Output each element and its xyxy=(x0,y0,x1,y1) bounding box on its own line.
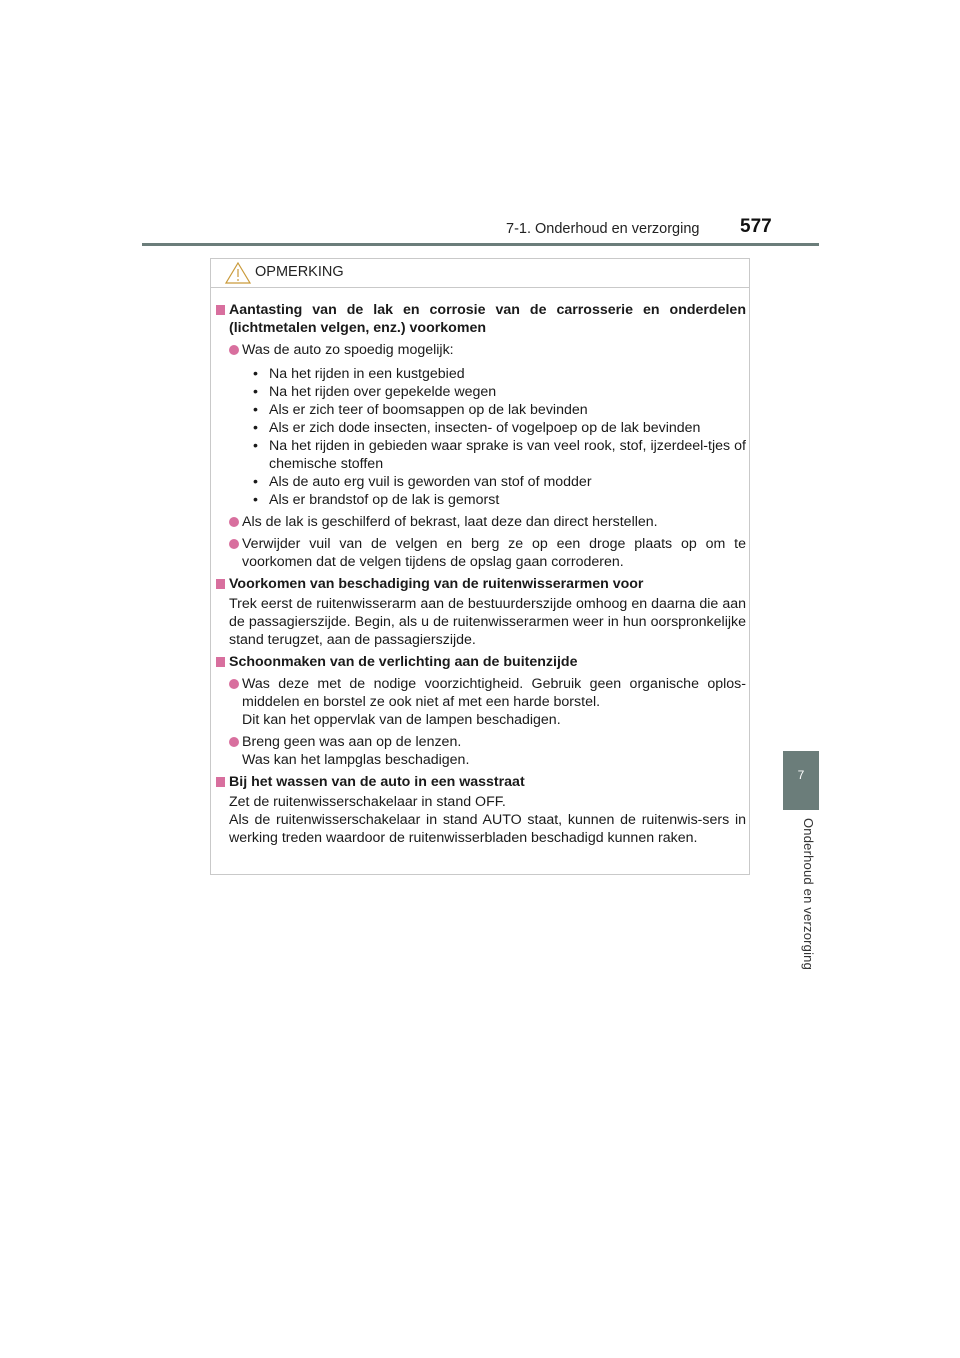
header-section-title: 7-1. Onderhoud en verzorging xyxy=(506,221,700,237)
bullet-list xyxy=(242,365,746,509)
section-heading: Aantasting van de lak en corrosie van de carrosserie en onderdelen (lichtmetalen velgen, enz.) voorkomen xyxy=(229,302,746,336)
bullet-item xyxy=(242,383,746,401)
notice-section xyxy=(216,301,746,571)
square-bullet-icon xyxy=(216,777,225,787)
bullet-text: Als er zich dode insecten, insecten- of vogelpoep op de lak bevinden xyxy=(269,420,701,436)
item-text: Verwijder vuil van de velgen en berg ze op een droge plaats op om te voorkomen dat de velgen tijdens de opslag gaan corroderen. xyxy=(242,536,746,570)
dot-bullet-icon: • xyxy=(253,492,258,508)
circle-bullet-icon xyxy=(229,737,239,747)
bullet-item xyxy=(242,401,746,419)
bullet-item xyxy=(242,437,746,473)
bullet-item xyxy=(242,419,746,437)
item-text: Breng geen was aan op de lenzen. xyxy=(242,734,462,750)
page-number: 577 xyxy=(740,216,772,237)
section-text xyxy=(229,793,746,847)
item-text: Was kan het lampglas beschadigen. xyxy=(242,752,470,768)
section-heading: Bij het wassen van de auto in een wasstraat xyxy=(229,774,525,790)
circle-bullet-icon xyxy=(229,539,239,549)
item-text: Als de lak is geschilferd of bekrast, laat deze dan direct herstellen. xyxy=(242,514,658,530)
notice-section xyxy=(216,773,746,847)
bullet-item xyxy=(242,491,746,509)
item-text: Dit kan het oppervlak van de lampen beschadigen. xyxy=(242,712,561,728)
header-rule xyxy=(142,243,819,246)
square-bullet-icon xyxy=(216,305,225,315)
square-bullet-icon xyxy=(216,579,225,589)
bullet-text: Na het rijden in een kustgebied xyxy=(269,366,465,382)
bullet-text: Als er zich teer of boomsappen op de lak bevinden xyxy=(269,402,588,418)
circle-bullet-icon xyxy=(229,517,239,527)
item-text: Was de auto zo spoedig mogelijk: xyxy=(242,342,454,358)
list-item xyxy=(229,733,746,769)
notice-title: OPMERKING xyxy=(255,264,344,280)
circle-bullet-icon xyxy=(229,345,239,355)
dot-bullet-icon: • xyxy=(253,420,258,436)
list-item xyxy=(229,675,746,729)
list-item xyxy=(229,341,746,509)
notice-section xyxy=(216,653,746,769)
bullet-text: Als de auto erg vuil is geworden van stof of modder xyxy=(269,474,592,490)
side-chapter-label: Onderhoud en verzorging xyxy=(801,818,816,971)
notice-box xyxy=(210,258,750,875)
dot-bullet-icon: • xyxy=(253,366,258,382)
bullet-item xyxy=(242,473,746,491)
section-heading: Schoonmaken van de verlichting aan de buitenzijde xyxy=(229,654,578,670)
bullet-text: Als er brandstof op de lak is gemorst xyxy=(269,492,500,508)
circle-bullet-icon xyxy=(229,679,239,689)
notice-header xyxy=(211,259,749,288)
bullet-text: Na het rijden over gepekelde wegen xyxy=(269,384,497,400)
bullet-text: Na het rijden in gebieden waar sprake is van veel rook, stof, ijzerdeel-tjes of chemische stoffen xyxy=(269,438,746,472)
dot-bullet-icon: • xyxy=(253,438,258,454)
dot-bullet-icon: • xyxy=(253,402,258,418)
section-heading: Voorkomen van beschadiging van de ruitenwisserarmen voor xyxy=(229,576,644,592)
section-text: Trek eerst de ruitenwisserarm aan de bestuurderszijde omhoog en daarna die aan de passagierszijde. Begin, als u de ruitenwisserarmen weer in hun oorspronkelijke stand terugzet, aan de passagierszijde. xyxy=(229,596,746,648)
dot-bullet-icon: • xyxy=(253,384,258,400)
square-bullet-icon xyxy=(216,657,225,667)
dot-bullet-icon: • xyxy=(253,474,258,490)
warning-triangle-icon xyxy=(225,262,251,289)
list-item xyxy=(229,513,746,531)
text-line: Als de ruitenwisserschakelaar in stand AUTO staat, kunnen de ruitenwis-sers in werking treden waardoor de ruitenwisserbladen beschadigd kunnen raken. xyxy=(229,812,746,846)
chapter-tab: 7 xyxy=(783,751,819,810)
item-text: Was deze met de nodige voorzichtigheid. Gebruik geen organische oplos-middelen en borstel ze ook niet af met een harde borstel. xyxy=(242,676,746,710)
text-line: Zet de ruitenwisserschakelaar in stand OFF. xyxy=(229,794,506,810)
notice-section xyxy=(216,575,746,649)
list-item xyxy=(229,535,746,571)
bullet-item xyxy=(242,365,746,383)
notice-body xyxy=(216,301,746,851)
